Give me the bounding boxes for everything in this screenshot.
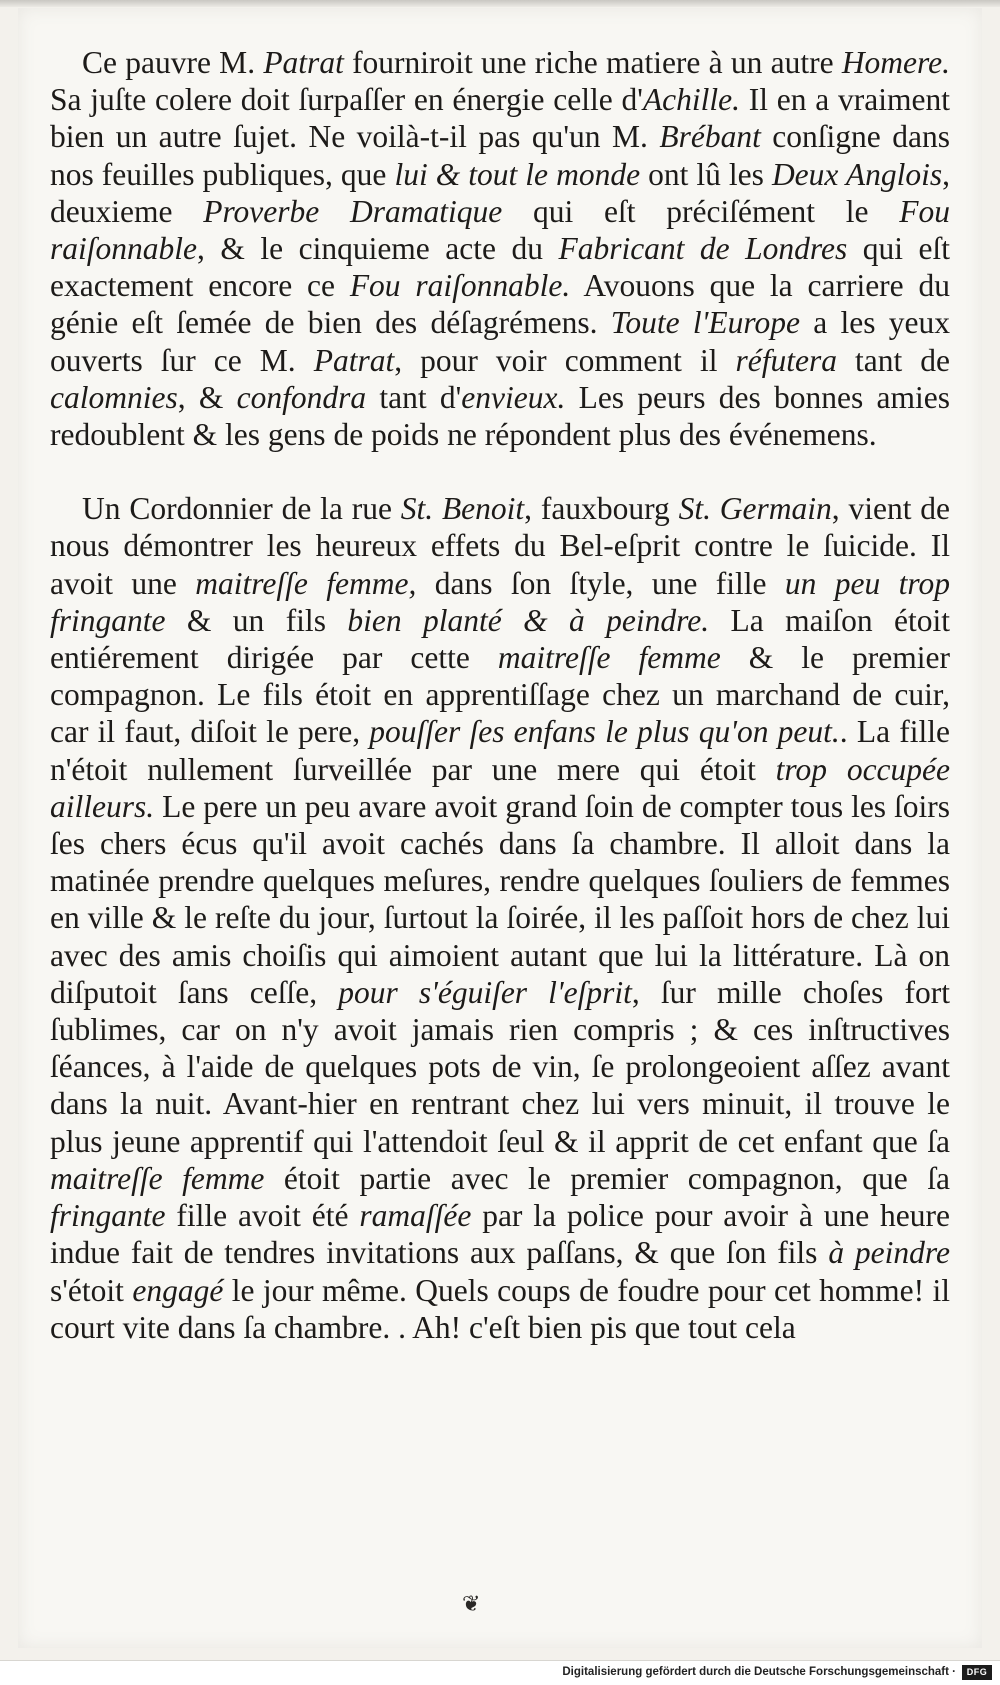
text-run: Avouons que la carriere du génie eſt ſemée de bien des déſagrémens. [50,268,950,341]
italic-run: maitreſſe femme [50,1160,265,1196]
page-body-text [50,44,950,1346]
text-run: par la police pour avoir à une heure indue fait de tendres invitations aux paſſans, & que ſon fils [50,1198,950,1271]
text-run: La maiſon étoit entiérement dirigée par cette [50,602,950,676]
italic-run: engagé [132,1272,224,1308]
italic-run: Homere. [841,45,950,80]
text-run: , deuxieme [50,156,950,229]
text-run: , & le cinquieme acte du [197,231,559,267]
text-run: Les peurs des bonnes amies redoublent & les gens de poids ne répondent plus des événemens. [50,379,950,453]
text-run: dans ſon ſtyle, une fille [416,565,785,601]
text-run: , & [177,379,237,415]
italic-run: bien planté & à peindre. [347,602,710,638]
italic-run: Achille. [642,82,741,118]
text-run: Un Cordonnier de la rue [82,491,401,527]
text-run: étoit partie avec le premier compagnon, que ſa [264,1160,950,1196]
italic-run: calomnies [50,379,178,415]
italic-run: Patrat [313,342,395,378]
text-run: ont lû les [640,156,772,192]
text-run: , pour voir comment il [394,342,736,378]
italic-run: un peu trop fringante [50,565,950,638]
text-run: . La fille n'étoit nullement ſurveillée par une mere qui étoit [50,714,950,787]
italic-run: confondra [236,379,367,415]
italic-run: Fou raiſonnable [50,193,950,267]
italic-run: St. Benoit [400,491,525,527]
italic-run: Fou raiſonnable. [349,268,571,304]
italic-run: maitreſſe femme [497,640,721,676]
text-run: qui eſt exactement encore ce [50,231,950,304]
italic-run: à peindre [828,1235,950,1271]
text-run: fourniroit une riche matiere à un autre [343,45,842,80]
text-run: qui eſt préciſément le [502,193,900,229]
italic-run: maitreſſe femme, [195,565,417,601]
text-run: le jour même. Quels coups de foudre pour cet homme! il court vite dans ſa chambre. . Ah! c'eſt bien pis que tout cela [50,1272,951,1345]
text-run: Il en a vraiment bien un autre ſujet. Ne voilà-t-il pas qu'un M. [50,82,950,155]
funding-credit: Digitalisierung gefördert durch die Deutsche Forschungsgemeinschaft · [562,1666,956,1678]
text-run: fille avoit été [165,1198,360,1234]
text-run: conſigne dans nos feuilles publiques, que [50,119,950,192]
italic-run: trop occupée ailleurs. [50,751,950,824]
italic-run: Deux Anglois [771,156,943,192]
text-run: Sa juſte colere doit ſurpaſſer en énergie celle d' [50,82,643,118]
text-run: , vient de nous démontrer les heureux effets du Bel-eſprit contre le ſuicide. Il avoit une [50,491,950,601]
text-run: s'étoit [50,1272,133,1308]
italic-run: pouſſer ſes enfans le plus qu'on peut. [369,714,840,750]
italic-run: pour s'éguiſer l'eſprit [338,974,632,1010]
text-run: tant d' [366,379,462,415]
italic-run: réfutera [735,342,837,378]
paragraph-cordonnier [50,490,950,1346]
text-run: a les yeux ouverts ſur ce M. [50,305,950,378]
digitization-footer [0,1660,1000,1685]
text-run: Le pere un peu avare avoit grand ſoin de compter tous les ſoirs ſes chers écus qu'il avoit cachés dans ſa chambre. Il alloit dans la matinée prendre quelques meſures, rendre quelques ſouliers de femmes en ville & le reſte du jour, ſurtout la ſoirée, il les paſſoit hors de chez lui avec des amis choiſis qui aimoient autant que lui la littérature. Là on diſputoit ſans ceſſe, [50,788,950,1010]
text-run: & le premier compagnon. Le fils étoit en apprentiſſage chez un marchand de cuir, car il faut, diſoit le pere, [50,640,951,750]
text-run: tant de [836,342,951,378]
italic-run: ramaſſée [359,1198,472,1234]
italic-run: Proverbe Dramatique [203,193,503,229]
italic-run: lui & tout le monde [394,156,641,192]
paragraph-patrat [50,44,950,453]
italic-run: St. Germain [678,491,832,527]
dfg-logo-icon: DFG [962,1665,992,1680]
text-run: & un fils [165,602,348,638]
text-run: Ce pauvre M. [82,45,264,80]
scan-top-edge [0,0,1000,7]
italic-run: Fabricant de Londres [558,231,848,267]
text-run: , ſur mille choſes fort ſublimes, car on n'y avoit jamais rien compris ; & ces inſtructives ſéances, à l'aide de quelques pots de vin, ſe prolongeoient aſſez avant dans la nuit. Avant-hier en rentrant chez lui vers minuit, il trouve le plus jeune apprentif qui l'attendoit ſeul & il apprit de cet enfant que ſa [50,974,950,1159]
italic-run: Patrat [263,45,344,80]
italic-run: Brébant [659,119,761,155]
italic-run: envieux. [461,379,566,415]
italic-run: fringante [50,1198,166,1234]
italic-run: Toute l'Europe [610,305,800,341]
printer-ornament-icon: ❦ [462,1592,481,1617]
text-run: , fauxbourg [524,491,679,527]
